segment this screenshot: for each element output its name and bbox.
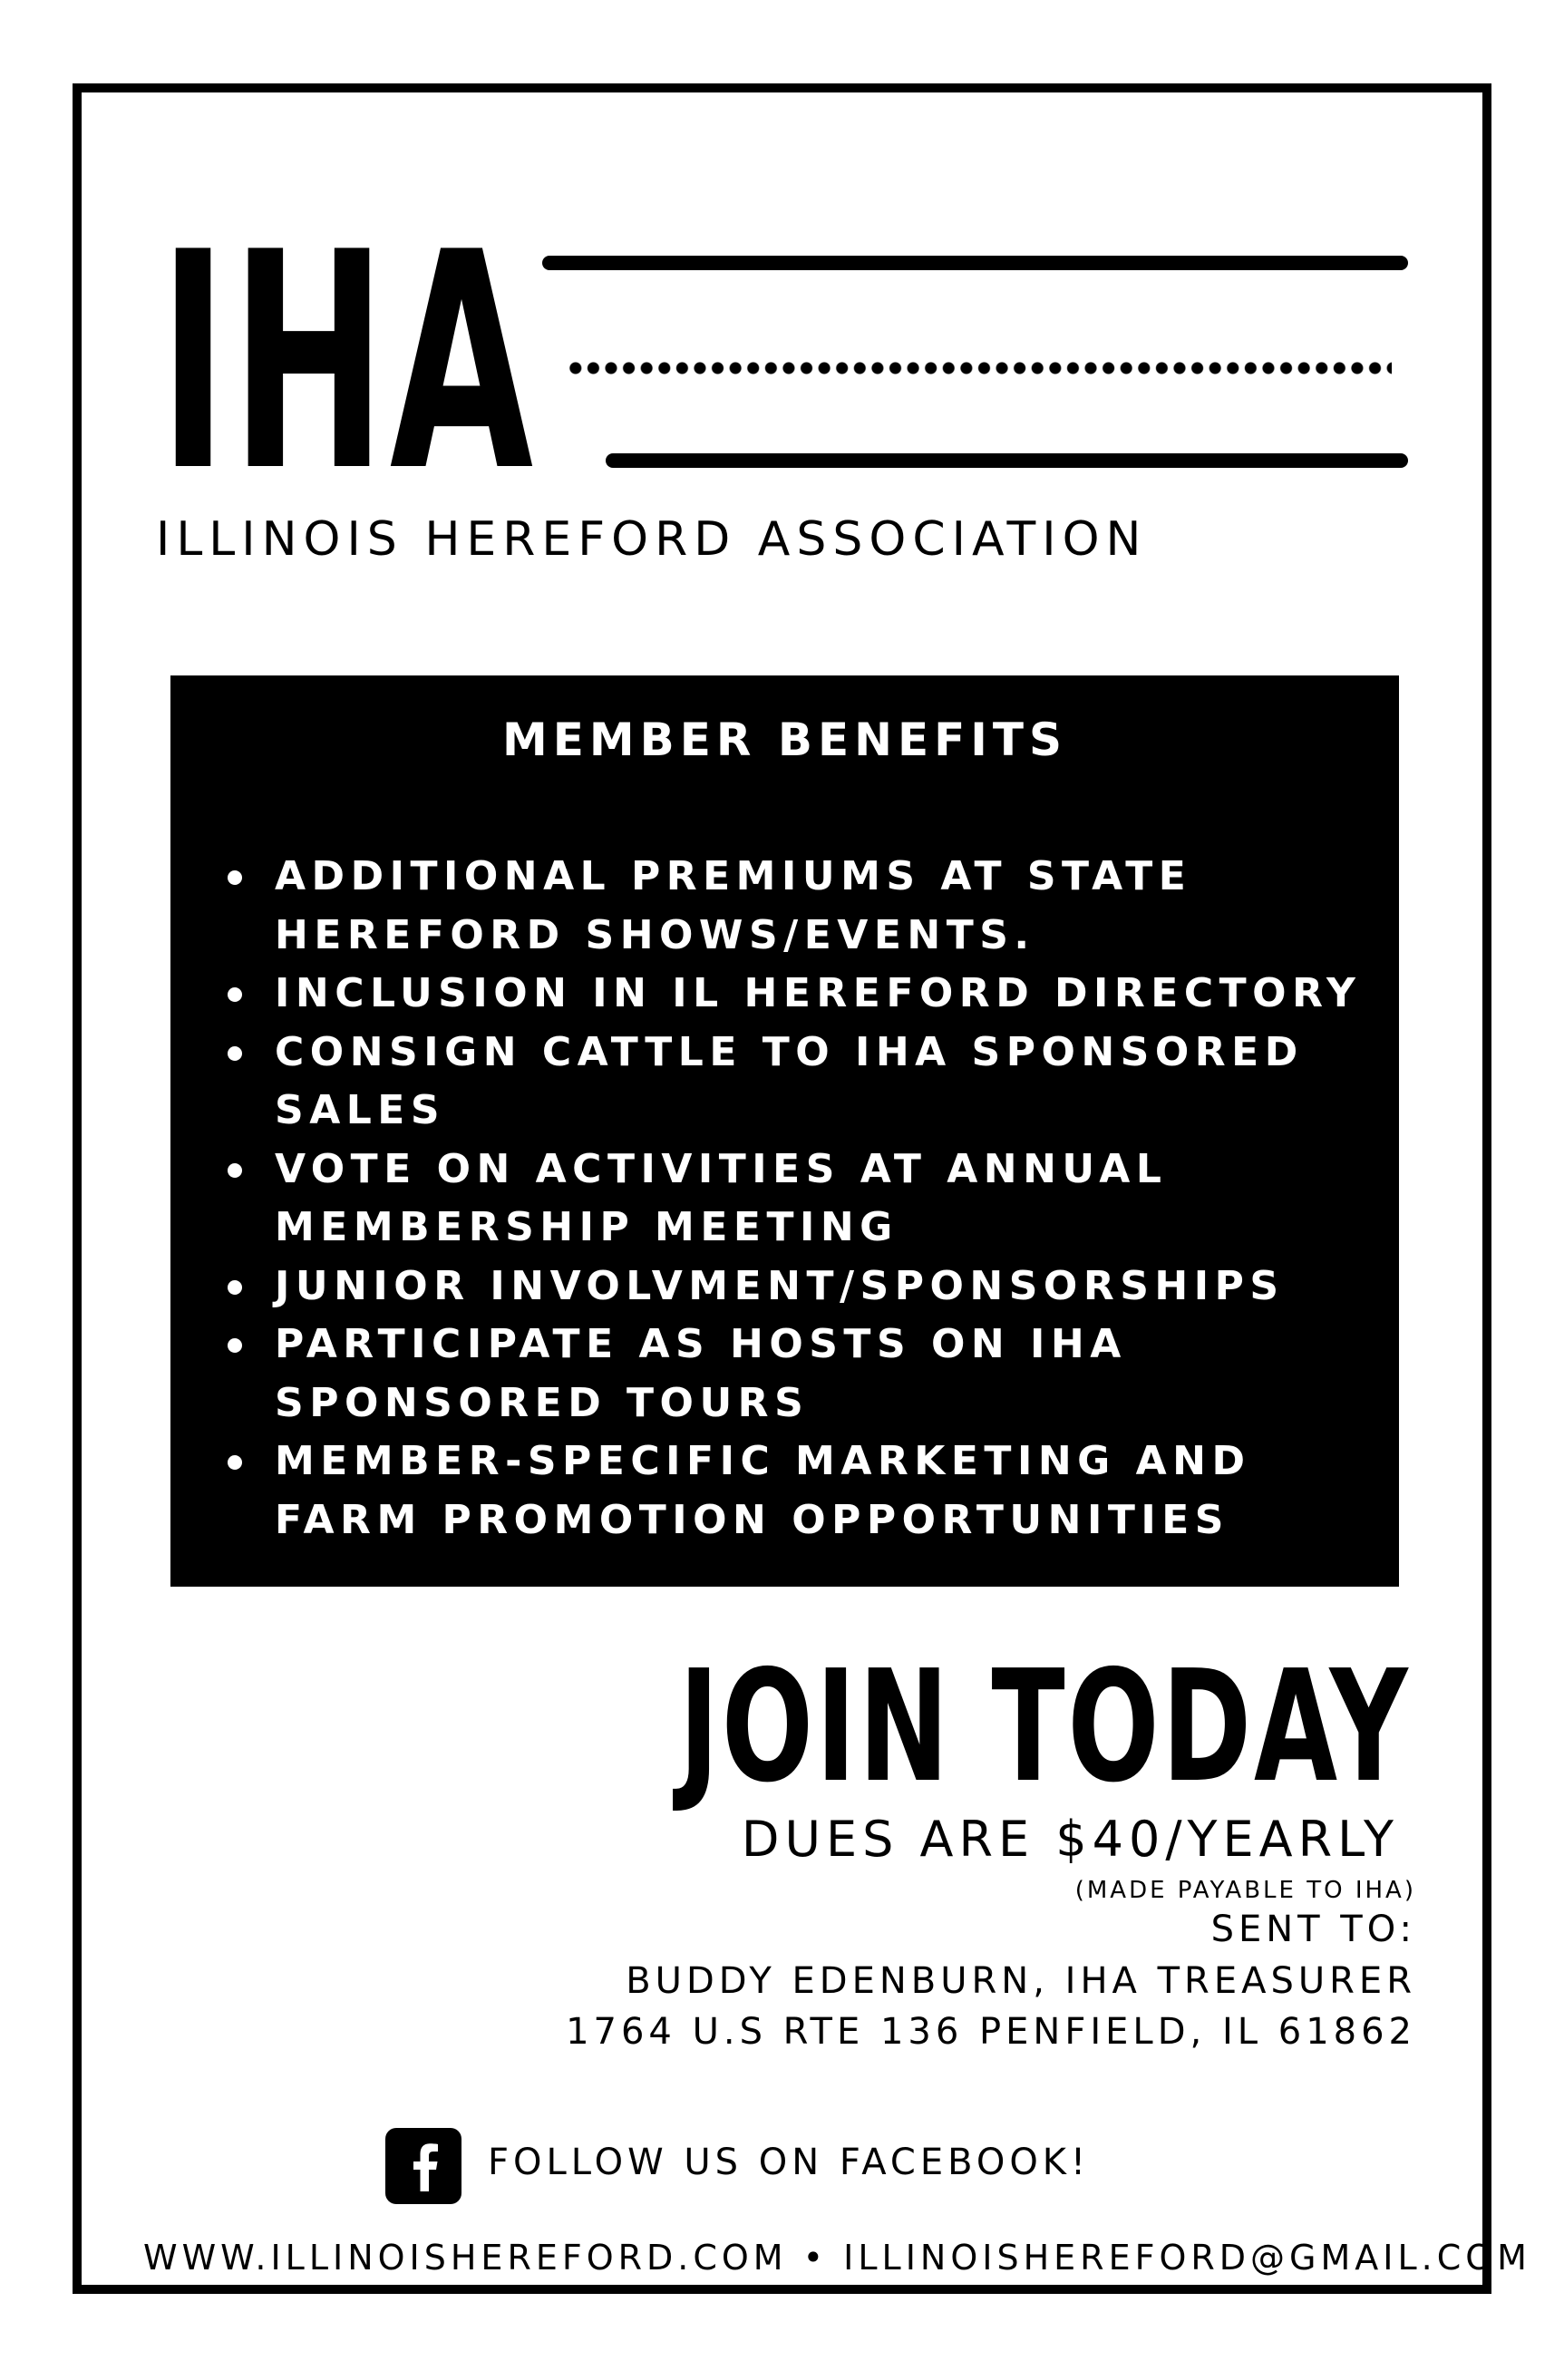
- benefits-list: [170, 848, 1399, 1549]
- mailing-address: 1764 U.S RTE 136 PENFIELD, IL 61862: [566, 2011, 1416, 2053]
- benefits-title: MEMBER BENEFITS: [502, 714, 1067, 766]
- list-item: ADDITIONAL PREMIUMS AT STATE HEREFORD SHOWS/EVENTS.: [275, 848, 1399, 965]
- list-item: INCLUSION IN IL HEREFORD DIRECTORY: [275, 965, 1399, 1024]
- sent-to-label: SENT TO:: [1210, 1909, 1416, 1950]
- list-item: JUNIOR INVOLVMENT/SPONSORSHIPS: [275, 1258, 1399, 1316]
- list-item: VOTE ON ACTIVITIES AT ANNUAL MEMBERSHIP MEETING: [275, 1141, 1399, 1258]
- footer-contact: WWW.ILLINOISHEREFORD.COM • ILLINOISHEREFORD@GMAIL.COM: [143, 2238, 1531, 2278]
- treasurer-name: BUDDY EDENBURN, IHA TREASURER: [626, 1960, 1416, 2002]
- logo-top-rule: [542, 256, 1408, 270]
- join-today-heading: JOIN TODAY: [678, 1637, 1410, 1817]
- list-item: CONSIGN CATTLE TO IHA SPONSORED SALES: [275, 1024, 1399, 1141]
- logo-bottom-rule: [606, 453, 1408, 468]
- payable-note: (MADE PAYABLE TO IHA): [1074, 1877, 1416, 1904]
- iha-logo-letters: IHA: [159, 189, 537, 537]
- list-item: PARTICIPATE AS HOSTS ON IHA SPONSORED TOURS: [275, 1316, 1399, 1433]
- association-name: ILLINOIS HEREFORD ASSOCIATION: [156, 512, 1148, 567]
- member-benefits-panel: [170, 675, 1399, 1587]
- facebook-icon[interactable]: [385, 2128, 461, 2204]
- logo-dotted-rule: [567, 361, 1392, 375]
- list-item: MEMBER-SPECIFIC MARKETING AND FARM PROMOTION OPPORTUNITIES: [275, 1433, 1399, 1549]
- facebook-follow-text[interactable]: FOLLOW US ON FACEBOOK!: [488, 2142, 1091, 2183]
- dues-amount: DUES ARE $40/YEARLY: [741, 1811, 1399, 1868]
